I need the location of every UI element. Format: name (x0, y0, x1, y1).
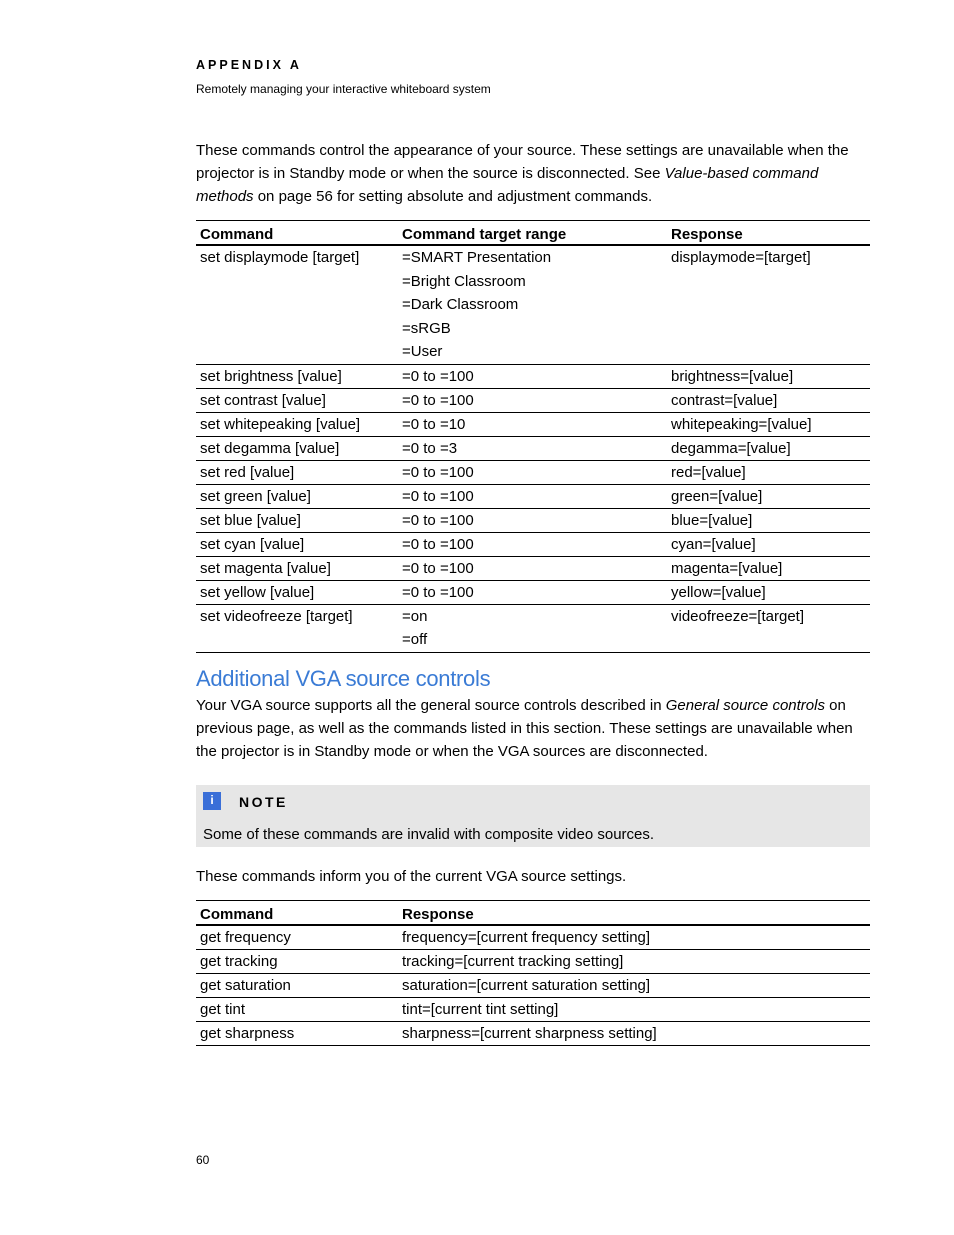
command-cell: set degamma [value] (196, 436, 398, 460)
command-cell: get saturation (196, 974, 398, 998)
header-command: Command (196, 221, 398, 246)
table-row (196, 484, 870, 508)
command-cell: set red [value] (196, 460, 398, 484)
response-cell: frequency=[current frequency setting] (398, 925, 870, 950)
vga-commands-table (196, 900, 870, 1046)
range-option: =sRGB (402, 319, 451, 337)
command-cell: get frequency (196, 925, 398, 950)
command-cell: get tracking (196, 950, 398, 974)
command-cell: set blue [value] (196, 508, 398, 532)
range-cell (398, 604, 667, 652)
command-cell: set cyan [value] (196, 532, 398, 556)
range-cell: =0 to =100 (398, 460, 667, 484)
range-cell: =0 to =10 (398, 412, 667, 436)
table-row (196, 460, 870, 484)
section-text-after: on previous page, as well as the commands listed in this section. These settings are unavailable when the projector is in Standby mode or when the VGA sources are disconnected. (196, 697, 853, 760)
response-cell: yellow=[value] (667, 580, 870, 604)
range-cell: =0 to =100 (398, 508, 667, 532)
response-cell: videofreeze=[target] (667, 604, 870, 652)
range-cell: =0 to =100 (398, 484, 667, 508)
table-row (196, 245, 870, 364)
command-cell: set contrast [value] (196, 388, 398, 412)
response-cell: displaymode=[target] (667, 245, 870, 364)
range-option: =Dark Classroom (402, 296, 519, 313)
section-text-before: Your VGA source supports all the general source controls described in (196, 697, 666, 714)
table-row (196, 508, 870, 532)
response-cell: green=[value] (667, 484, 870, 508)
table-row (196, 1022, 870, 1046)
range-option: =User (402, 343, 443, 360)
command-cell: set green [value] (196, 484, 398, 508)
command-cell: set magenta [value] (196, 556, 398, 580)
range-option: =SMART Presentation (402, 249, 552, 266)
response-cell: cyan=[value] (667, 532, 870, 556)
header-response: Response (398, 901, 870, 926)
response-cell: magenta=[value] (667, 556, 870, 580)
table-row (196, 532, 870, 556)
header-command: Command (196, 901, 398, 926)
range-cell: =0 to =100 (398, 532, 667, 556)
note-title: NOTE (239, 794, 288, 810)
table-row (196, 925, 870, 950)
response-cell: red=[value] (667, 460, 870, 484)
table-row (196, 412, 870, 436)
table-row (196, 998, 870, 1022)
note-box (196, 785, 870, 847)
display-commands-table (196, 220, 870, 653)
table-row (196, 436, 870, 460)
note-text: Some of these commands are invalid with composite video sources. (203, 826, 655, 843)
command-cell: set whitepeaking [value] (196, 412, 398, 436)
response-cell: brightness=[value] (667, 364, 870, 388)
command-cell: get tint (196, 998, 398, 1022)
intro-text-after: on page 56 for setting absolute and adjustment commands. (253, 188, 653, 205)
response-cell: degamma=[value] (667, 436, 870, 460)
response-cell: whitepeaking=[value] (667, 412, 870, 436)
range-cell: =0 to =3 (398, 436, 667, 460)
range-cell (398, 245, 667, 364)
range-option: =Bright Classroom (402, 272, 526, 290)
range-option: =off (402, 631, 428, 648)
range-cell: =0 to =100 (398, 580, 667, 604)
table-row (196, 974, 870, 998)
command-cell: set videofreeze [target] (196, 604, 398, 652)
intro-link[interactable]: Value-based command methods (196, 165, 819, 205)
table-row (196, 364, 870, 388)
command-cell: set yellow [value] (196, 580, 398, 604)
table-row (196, 556, 870, 580)
response-cell: contrast=[value] (667, 388, 870, 412)
response-cell: saturation=[current saturation setting] (398, 974, 870, 998)
info-icon: i (203, 792, 221, 810)
section-paragraph (196, 694, 870, 763)
table-row (196, 580, 870, 604)
range-cell: =0 to =100 (398, 388, 667, 412)
range-option: =on (402, 607, 428, 625)
response-cell: blue=[value] (667, 508, 870, 532)
intro-paragraph (196, 139, 870, 208)
command-cell: set displaymode [target] (196, 245, 398, 364)
response-cell: sharpness=[current sharpness setting] (398, 1022, 870, 1046)
chapter-subtitle: Remotely managing your interactive whiteboard system (196, 82, 491, 96)
intro-text-before: These commands control the appearance of your source. These settings are unavailable when the projector is in Standby mode or when the source is disconnected. See (196, 142, 849, 182)
header-range: Command target range (398, 221, 667, 246)
range-cell: =0 to =100 (398, 556, 667, 580)
appendix-label: APPENDIX A (196, 58, 302, 72)
table-header-row (196, 221, 870, 246)
response-cell: tracking=[current tracking setting] (398, 950, 870, 974)
response-cell: tint=[current tint setting] (398, 998, 870, 1022)
table-header-row (196, 901, 870, 926)
header-response: Response (667, 221, 870, 246)
section-heading: Additional VGA source controls (196, 666, 491, 691)
page-number: 60 (196, 1153, 210, 1167)
vga-intro-paragraph: These commands inform you of the current VGA source settings. (196, 868, 627, 885)
table-row (196, 388, 870, 412)
table-row (196, 950, 870, 974)
range-cell: =0 to =100 (398, 364, 667, 388)
section-link[interactable]: General source controls (665, 697, 825, 714)
command-cell: set brightness [value] (196, 364, 398, 388)
command-cell: get sharpness (196, 1022, 398, 1046)
table-row (196, 604, 870, 652)
